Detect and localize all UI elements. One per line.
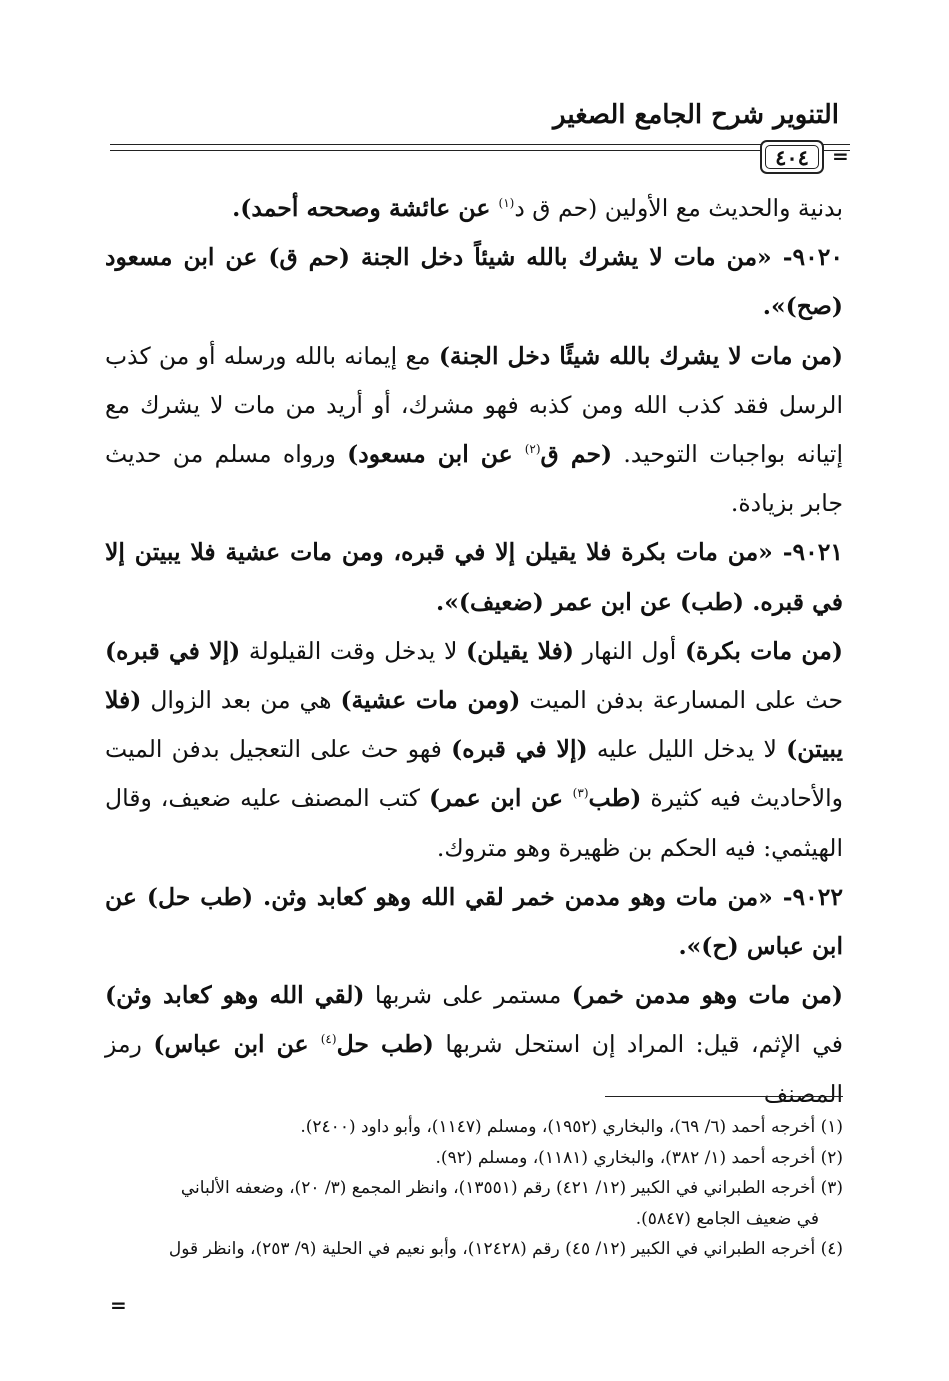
commentary-text: كتب المصنف عليه ضعيف، وقال الهيثمي: فيه الحكم بن ظهيرة وهو متروك.: [105, 784, 843, 862]
paragraph-continued: [105, 184, 843, 233]
commentary-text: رمز المصنف: [105, 1030, 843, 1108]
commentary-lemma: (من مات وهو مدمن خمر): [571, 981, 843, 1010]
commentary-lemma: (من مات بكرة): [684, 636, 843, 665]
footnote-separator: [605, 1096, 843, 1097]
source-citation: (طب: [588, 784, 642, 813]
commentary-text: هي من بعد الزوال: [141, 686, 341, 715]
page-number-box: [760, 140, 824, 174]
source-citation: (طب حل: [336, 1030, 434, 1059]
footnote-ref-3: (٣): [572, 786, 589, 801]
commentary-text: مع إيمانه بالله ورسله أو من كذب الرسل فقد كذب الله ومن كذبه فهو مشرك، أو أريد من مات لا يشرك مع إتيانه بواجبات التوحيد.: [105, 341, 844, 469]
commentary-text: فهو حث على التعجيل بدفن الميت والأحاديث فيه كثيرة: [105, 735, 844, 813]
commentary-lemma: (لقي الله وهو كعابد وثن): [105, 981, 365, 1010]
running-title: التنوير شرح الجامع الصغير: [553, 100, 839, 130]
commentary-9020: [105, 332, 843, 529]
header-rule-bottom: [110, 150, 850, 151]
header-rule-band: [110, 140, 850, 172]
footnote-4: (٤) أخرجه الطبراني في الكبير (١٢/ ٤٥) رقم (١٢٤٢٨)، وأبو نعيم في الحلية (٩/ ٢٥٣)، وانظر قول: [168, 1239, 843, 1259]
commentary-text: مستمر على شربها: [364, 981, 572, 1010]
footnote-ref-4: (٤): [320, 1032, 337, 1047]
commentary-text: في الإثم، قيل: المراد إن استحل شربها: [433, 1030, 844, 1059]
commentary-text: أول النهار: [574, 636, 685, 665]
hadith-9020: ٩٠٢٠- «من مات لا يشرك بالله شيئاً دخل الجنة (حم ق) عن ابن مسعود (صح)».: [105, 243, 843, 321]
paragraph-text: بدنية والحديث مع الأولين (حم ق د: [514, 194, 843, 222]
commentary-lemma: (إلا في قبره): [451, 735, 588, 764]
footnote-ref-2: (٢): [524, 442, 541, 457]
source-citation-tail: عن ابن عمر): [429, 784, 573, 813]
commentary-lemma: (من مات لا يشرك بالله شيئًا دخل الجنة): [438, 341, 843, 370]
commentary-text: لا يدخل الليل عليه: [587, 735, 787, 764]
footnotes: [105, 1112, 843, 1265]
footnote-3-continued: في ضعيف الجامع (٥٨٤٧).: [635, 1208, 819, 1229]
header-continuation-mark: =: [832, 144, 849, 168]
footnote-3: (٣) أخرجه الطبراني في الكبير (١٢/ ٤٢١) رقم (١٣٥٥١)، وانظر المجمع (٣/ ٢٠)، وضعفه الألباني: [180, 1178, 843, 1198]
footnote-1: (١) أخرجه أحمد (٦/ ٦٩)، والبخاري (١٩٥٢)، ومسلم (١١٤٧)، وأبو داود (٢٤٠٠).: [300, 1117, 843, 1137]
footnote-ref-1: (١): [498, 196, 515, 211]
main-text: [105, 184, 843, 1119]
header-rule-top: [110, 144, 850, 145]
source-citation: عن عائشة وصححه أحمد).: [232, 194, 499, 222]
commentary-lemma: (فلا يقيلن): [465, 636, 574, 665]
footnote-continuation-mark: =: [110, 1293, 127, 1317]
source-citation: (حم ق: [540, 440, 613, 469]
hadith-9021: ٩٠٢١- «من مات بكرة فلا يقيلن إلا في قبره، ومن مات عشية فلا يبيتن إلا في قبره. (طب) عن ابن عمر (ضعيف)».: [105, 538, 843, 616]
commentary-9021: [105, 627, 843, 873]
commentary-lemma: (إلا في قبره): [105, 636, 241, 665]
source-citation-tail: عن ابن مسعود): [347, 440, 525, 469]
footnote-2: (٢) أخرجه أحمد (١/ ٣٨٢)، والبخاري (١١٨١)، ومسلم (٩٢).: [435, 1147, 843, 1168]
commentary-text: لا يدخل وقت القيلولة: [240, 636, 466, 665]
commentary-text: ورواه مسلم من حديث جابر بزيادة.: [105, 440, 843, 518]
commentary-lemma: (ومن مات عشية): [340, 686, 521, 715]
commentary-text: حث على المسارعة بدفن الميت: [520, 686, 843, 715]
page-number: ٤٠٤: [775, 144, 809, 170]
source-citation-tail: عن ابن عباس): [153, 1030, 321, 1059]
commentary-lemma: (فلا يبيتن): [105, 686, 843, 764]
hadith-9022: ٩٠٢٢- «من مات وهو مدمن خمر لقي الله وهو كعابد وثن. (طب حل) عن ابن عباس (ح)».: [105, 882, 843, 961]
